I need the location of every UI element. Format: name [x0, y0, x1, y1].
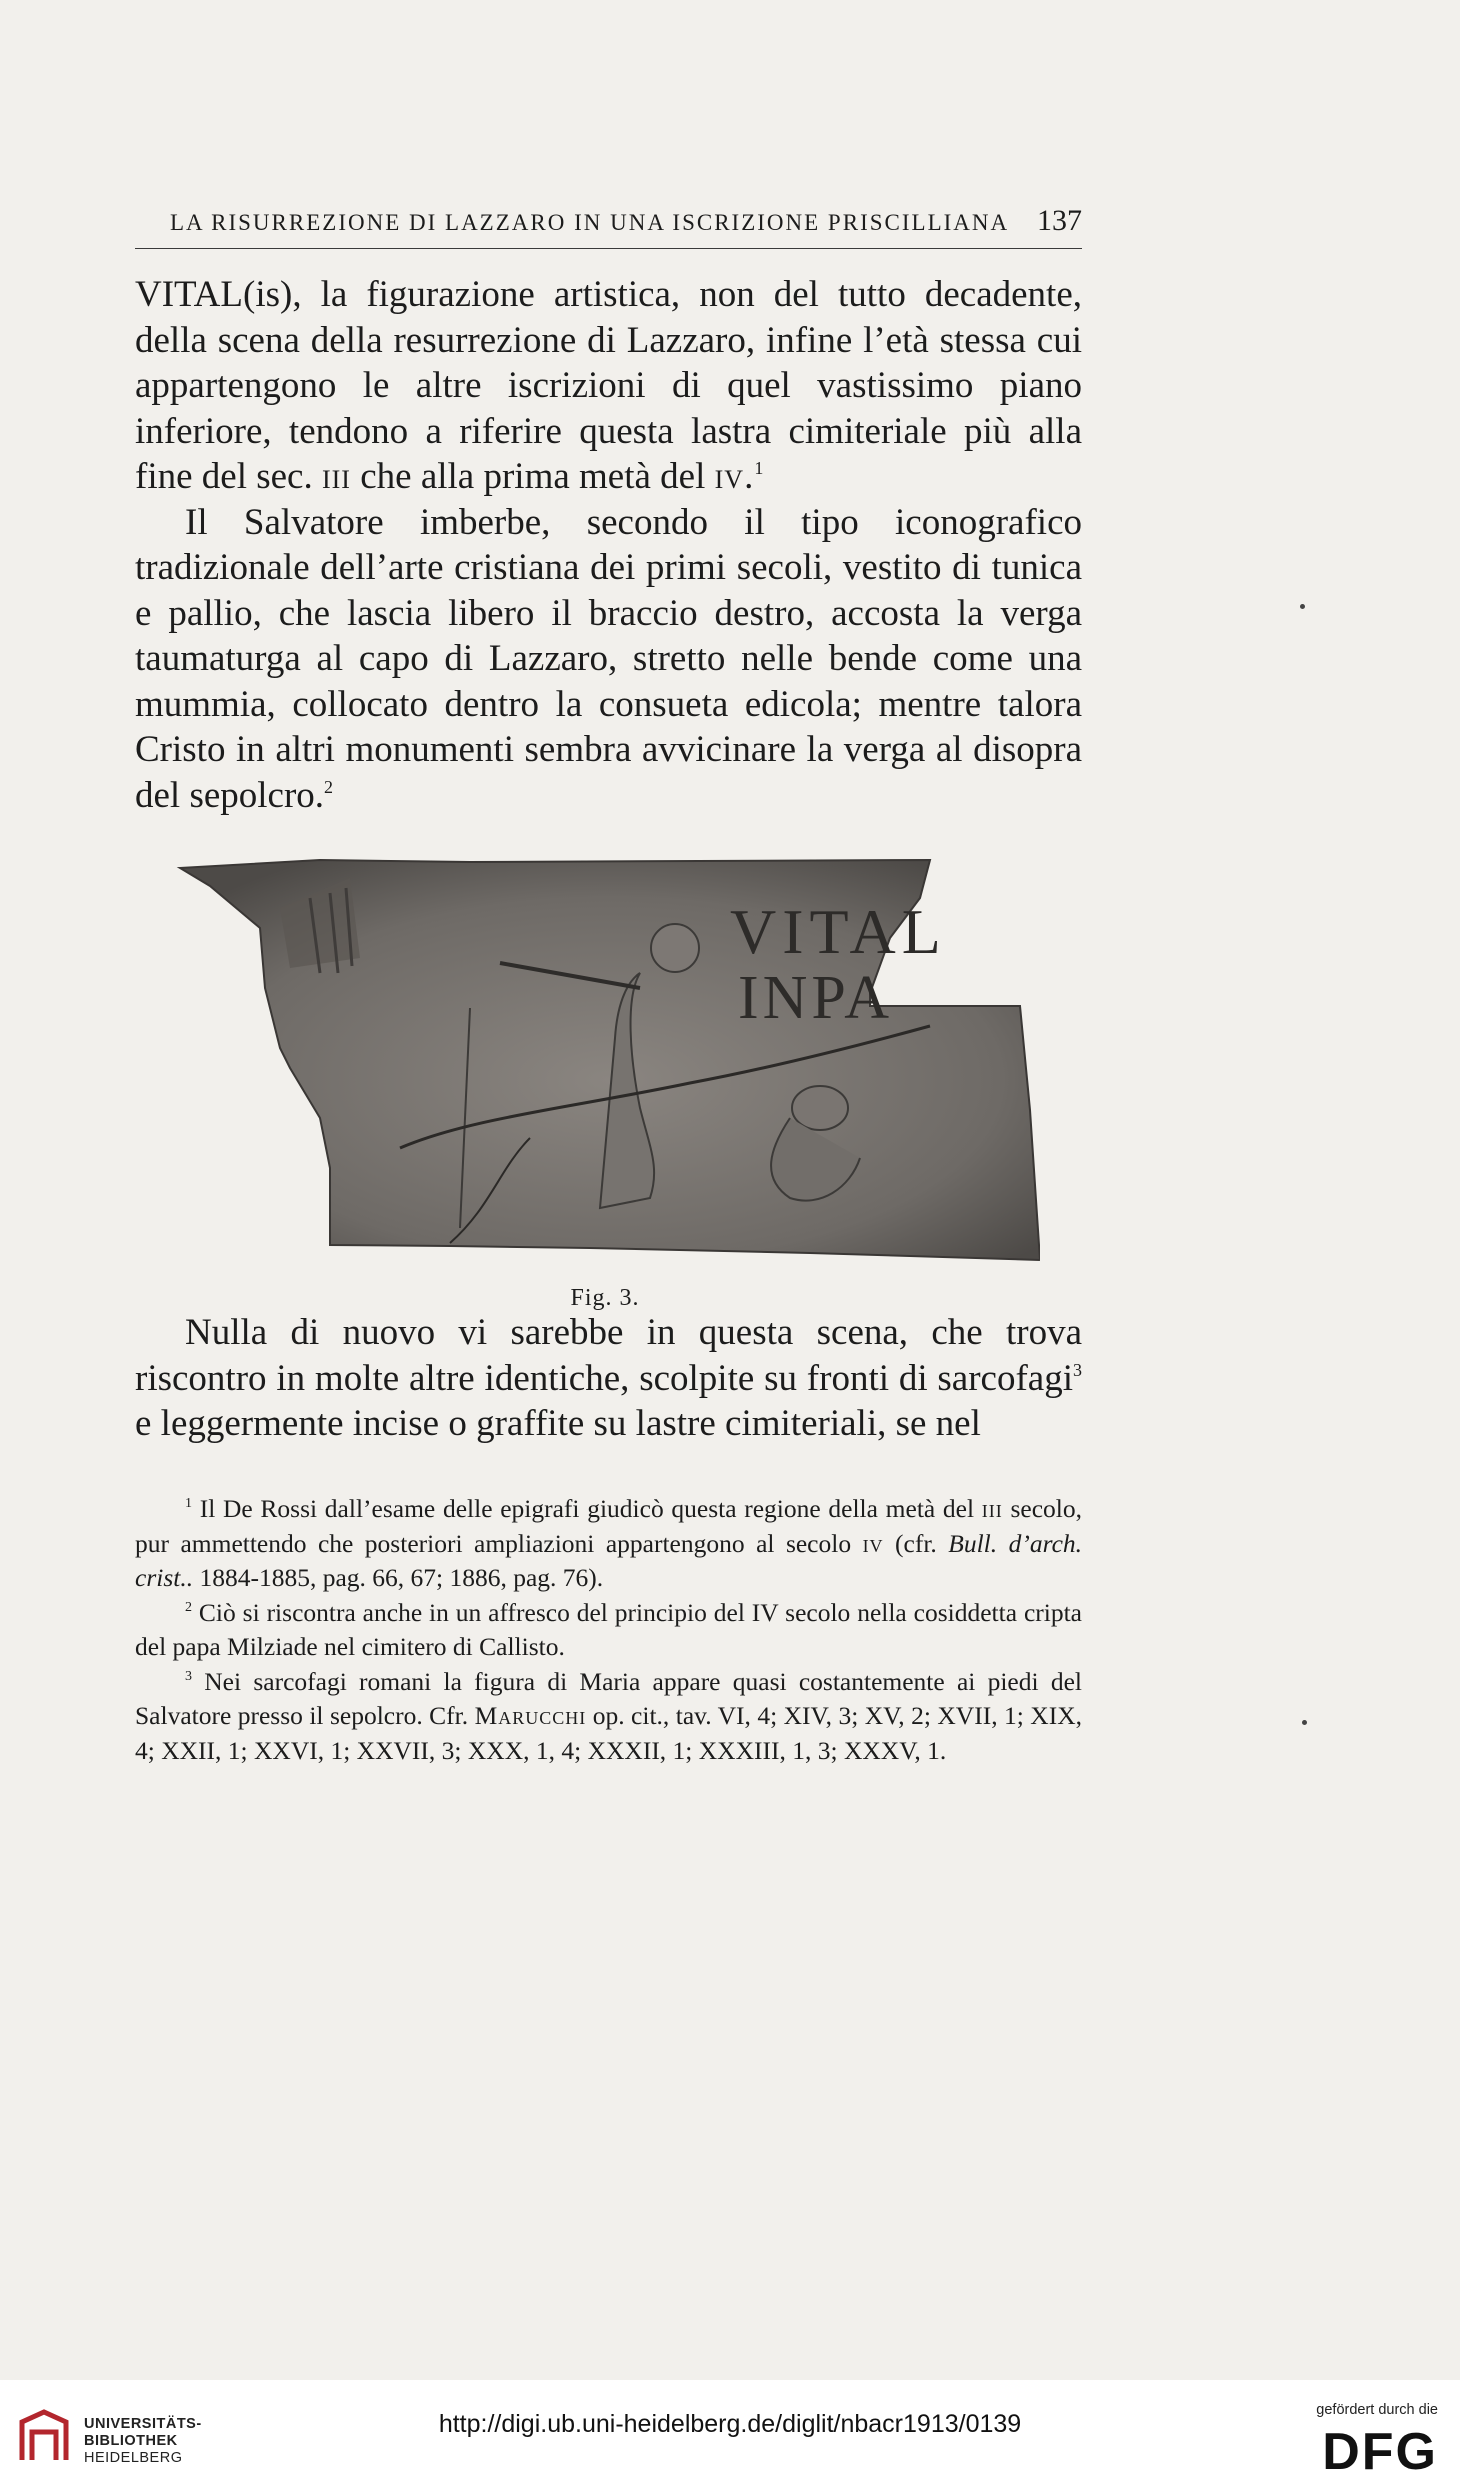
viewer-footer — [0, 2380, 1460, 2491]
footnote-ref-1: 1 — [754, 458, 764, 478]
running-head — [170, 204, 1082, 238]
permalink-url[interactable]: http://digi.ub.uni-heidelberg.de/diglit/nbacr1913/0139 — [438, 2410, 1022, 2438]
running-head-title: LA RISURREZIONE DI LAZZARO IN UNA ISCRIZIONE PRISCILLIANA — [170, 210, 1010, 235]
body-text-bottom — [135, 1310, 1082, 1447]
paragraph-1: VITAL(is), la figurazione artistica, non del tutto decadente, della scena della resurrezione di Lazzaro, infine l’età stessa cui appartengono le altre iscrizioni di quel vastissimo piano inferiore, tendono a riferire questa lastra cimiteriale più alla fine del sec. iii che alla prima metà del iv.$^1$ — [135, 274, 1082, 497]
paragraph-2: Il Salvatore imberbe, secondo il tipo iconografico tradizionale dell’arte cristiana dei primi secoli, vestito di tunica e pallio, che lascia libero il braccio destro, accosta la verga taumaturga al capo di Lazzaro, stretto nelle bende come una mummia, collocato dentro la consueta edicola; mentre talora Cristo in altri monumenti sembra avvicinare la verga al disopra del sepolcro.$^2$ — [135, 501, 1082, 816]
footnotes — [135, 1492, 1082, 1768]
inscription-slab-photo — [170, 848, 1040, 1268]
footnote-3: $^3$ Nei sarcofagi romani la figura di Maria appare quasi costantemente ai piedi del Salvatore presso il sepolcro. Cfr. Marucchi op. cit., tav. VI, 4; XIV, 3; XV, 2; XVII, 1; XIX, 4; XXII, 1; XXVI, 1; XXVII, 3; XXX, 1, 4; XXXII, 1; XXXIII, 1, 3; XXXV, 1. — [135, 1666, 1083, 1765]
funding-note: gefördert durch die — [1316, 2402, 1438, 2418]
footnote-ref-2: 2 — [324, 776, 334, 797]
footnote-ref-3: 3 — [1073, 1359, 1082, 1380]
christ-head — [651, 924, 699, 972]
dfg-logo: DFG — [1322, 2423, 1438, 2481]
figure-caption: Fig. 3. — [570, 1285, 640, 1311]
paper-speck — [1300, 604, 1305, 609]
paper-speck — [1302, 1720, 1307, 1725]
inscription-line-1: VITAL — [730, 896, 947, 967]
footnote-1: $^1$ Il De Rossi dall’esame delle epigrafi giudicò questa regione della metà del iii secolo, pur ammettendo che posteriori ampliazioni appartengono al secolo iv (cfr. Bull. d’arch. crist.. 1884-1885, pag. 66, 67; 1886, pag. 76). — [135, 1494, 1083, 1592]
library-name: UNIVERSITÄTS- BIBLIOTHEK HEIDELBERG — [84, 2416, 202, 2466]
body-text-top — [135, 272, 1082, 818]
page-number: 137 — [1037, 204, 1082, 237]
paragraph-3: Nulla di nuovo vi sarebbe in questa scena, che trova riscontro in molte altre identiche, scolpite su fronti di sarcofagi$^3$ e leggermente incise o graffite su lastre cimiteriali, se nel — [135, 1312, 1082, 1444]
footnote-2: $^2$ Ciò si riscontra anche in un affresco del principio del IV secolo nella cosiddetta cripta del papa Milziade nel cimitero di Callisto. — [135, 1597, 1082, 1661]
header-rule — [135, 248, 1082, 249]
inscription-line-2: INPA — [738, 964, 893, 1032]
